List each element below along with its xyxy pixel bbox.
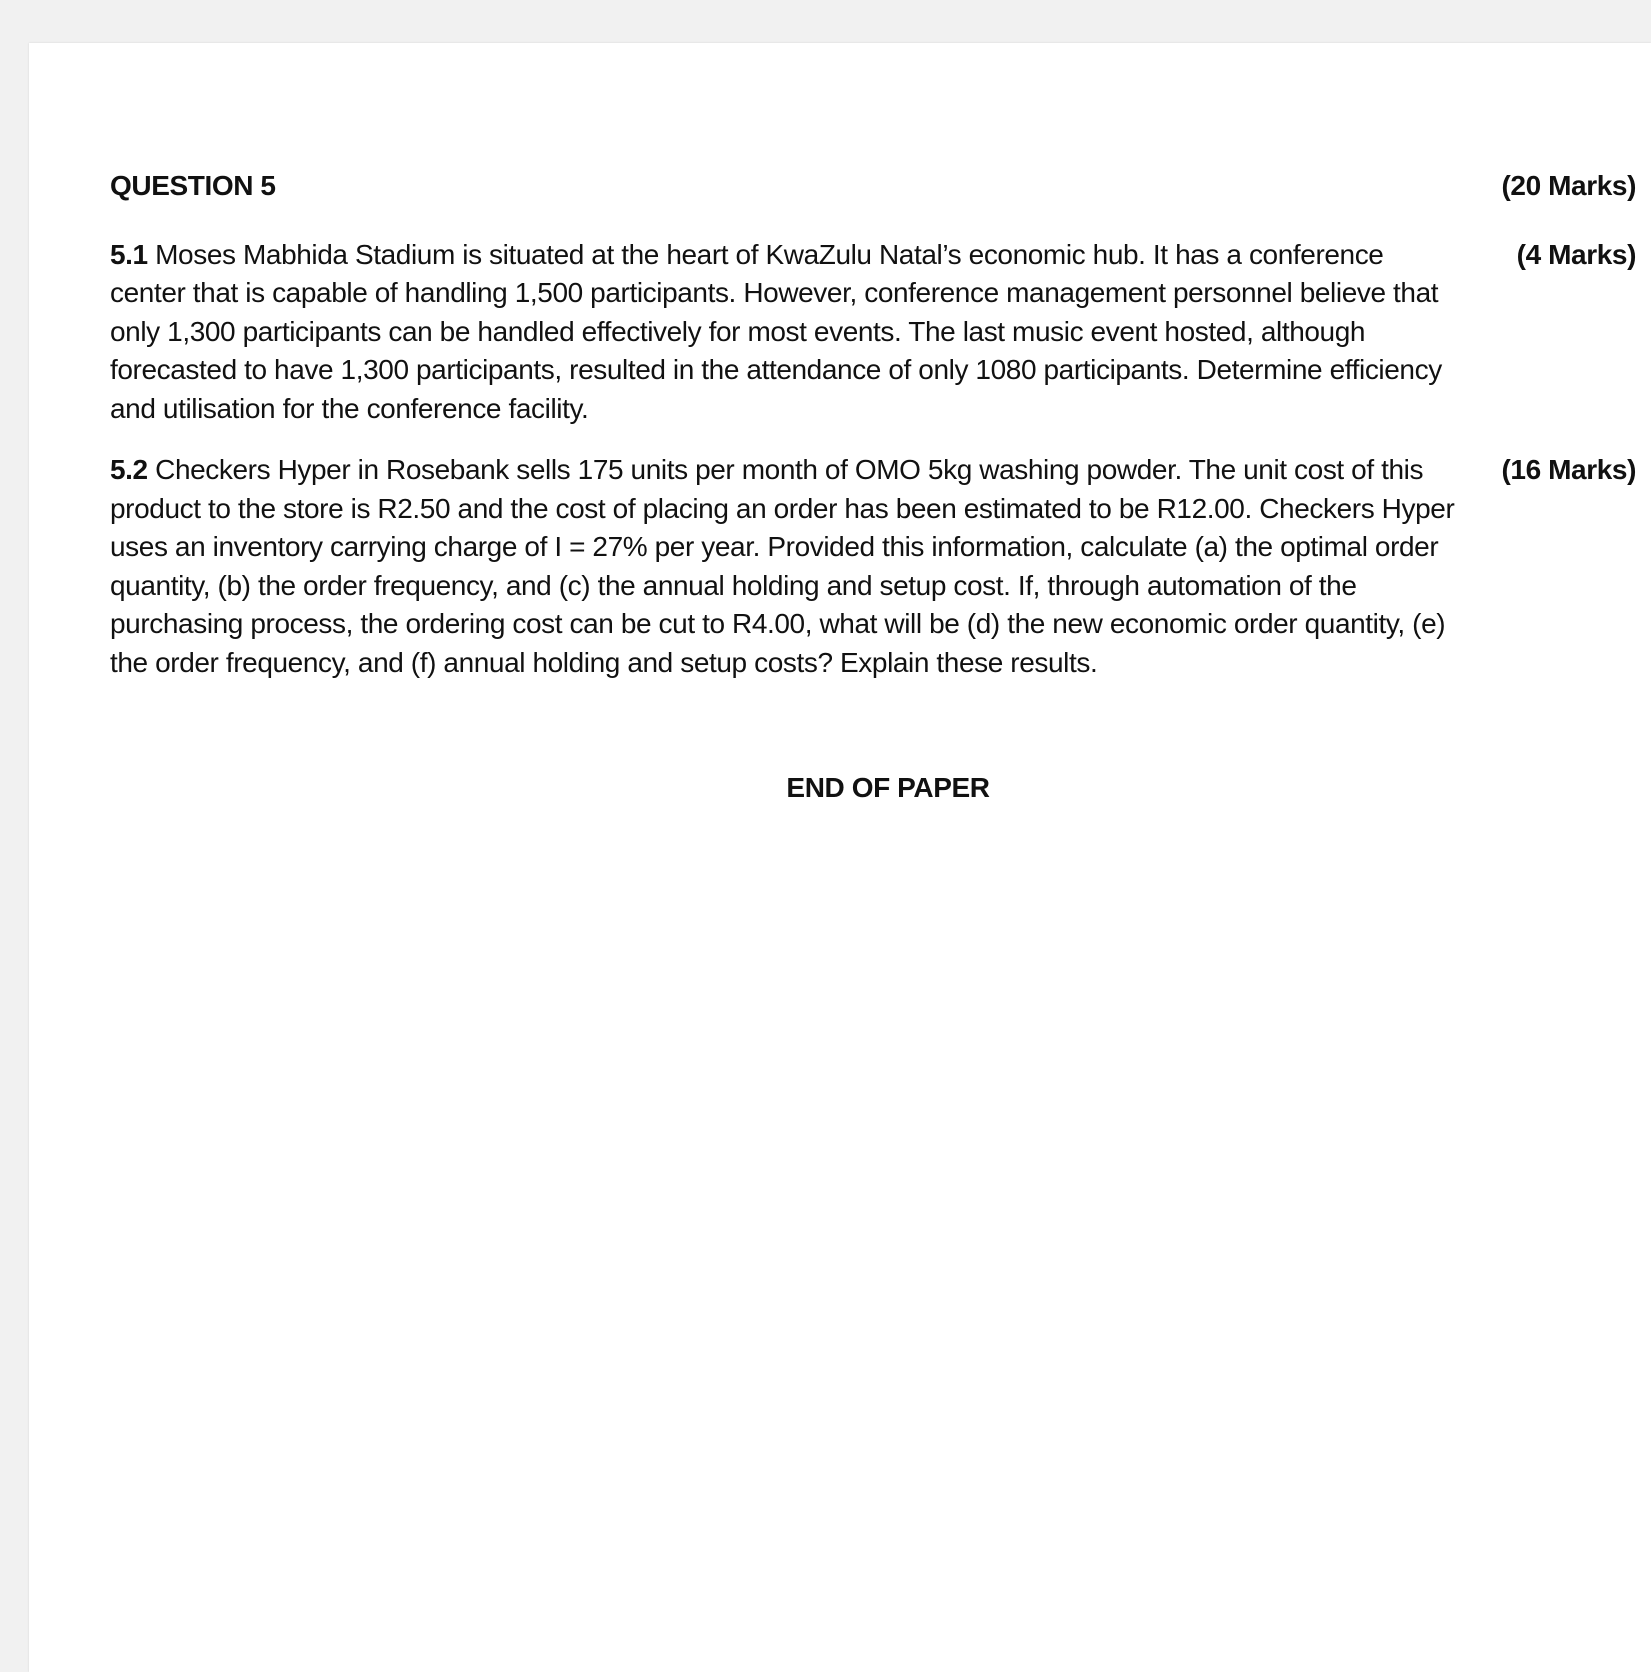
question-item (110, 451, 1636, 682)
question-item (110, 236, 1636, 429)
question-body: Checkers Hyper in Rosebank sells 175 units per month of OMO 5kg washing powder. The unit cost of this product to the store is R2.50 and the cost of placing an order has been estimated to be R12.00. Checkers Hyper uses an inventory carrying charge of I = 27% per year. Provided this information, calculate (a) the optimal order quantity, (b) the order frequency, and (c) the annual holding and setup cost. If, through automation of the purchasing process, the ordering cost can be cut to R4.00, what will be (d) the new economic order quantity, (e) the order frequency, and (f) annual holding and setup costs? Explain these results. (110, 454, 1455, 678)
question-body: Moses Mabhida Stadium is situated at the heart of KwaZulu Natal’s economic hub. It has a conference center that is capable of handling 1,500 participants. However, conference management personnel believe that only 1,300 participants can be handled effectively for most events. The last music event hosted, although forecasted to have 1,300 participants, resulted in the attendance of only 1080 participants. Determine efficiency and utilisation for the conference facility. (110, 238, 1442, 424)
document-content (110, 167, 1636, 803)
total-marks: (20 Marks) (1501, 170, 1636, 201)
question-number: 5.1 (110, 238, 148, 270)
question-heading-row (110, 167, 1636, 206)
question-text-block (110, 236, 1455, 429)
end-of-paper: END OF PAPER (786, 772, 990, 803)
question-text-block (110, 451, 1455, 682)
question-number: 5.2 (110, 454, 148, 485)
question-marks: (4 Marks) (1516, 238, 1636, 270)
question-heading: QUESTION 5 (110, 170, 276, 201)
document-page (29, 43, 1651, 1672)
question-marks: (16 Marks) (1501, 454, 1636, 485)
